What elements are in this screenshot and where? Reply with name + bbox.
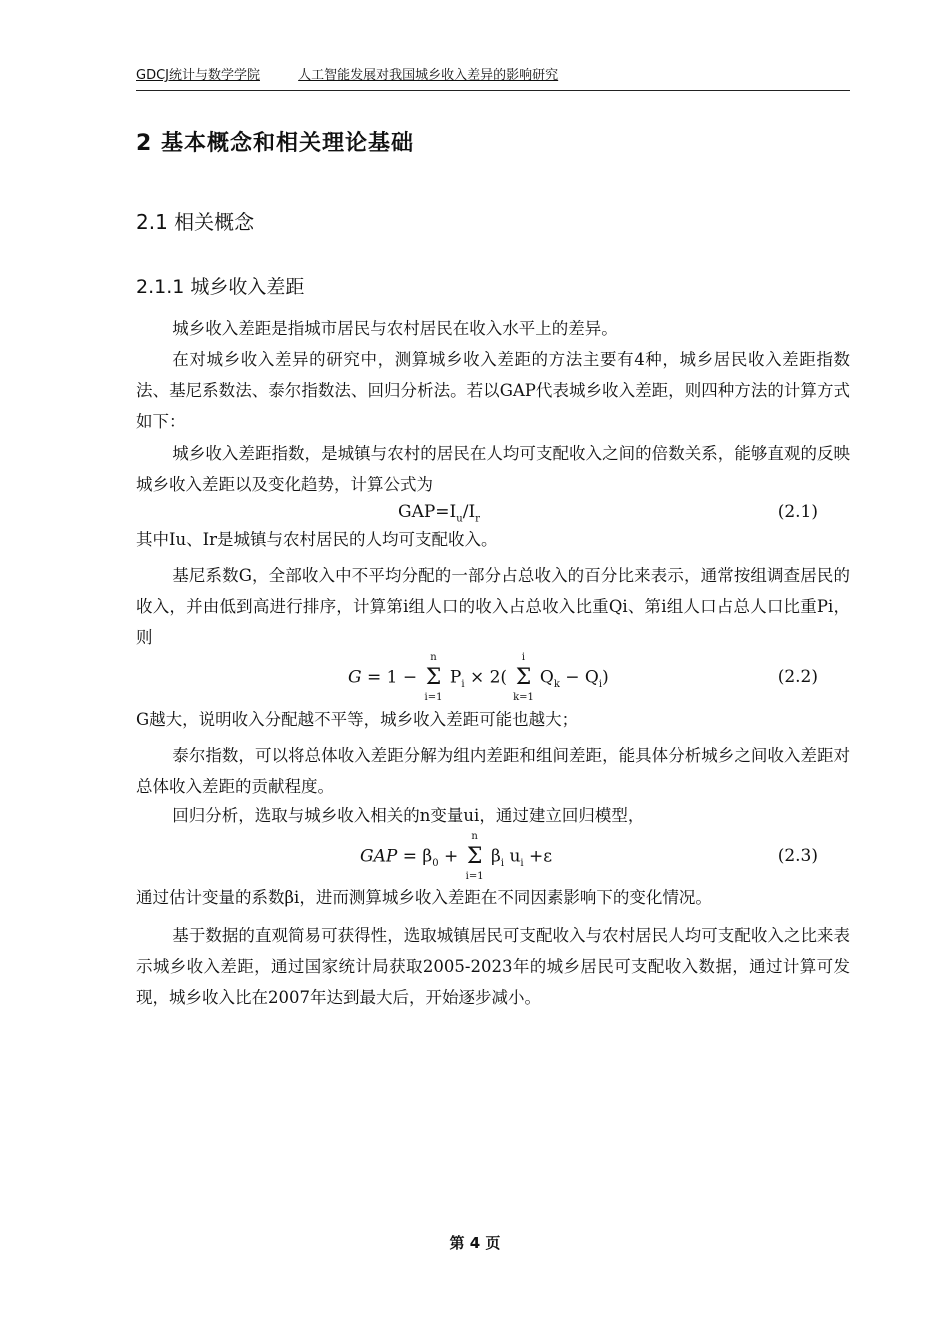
chapter-title: 2 基本概念和相关理论基础 bbox=[136, 131, 414, 156]
summation-symbol: n Σ i=1 bbox=[424, 652, 443, 703]
paragraph-1: 城乡收入差距是指城市居民与农村居民在收入水平上的差异。 bbox=[172, 319, 618, 338]
paragraph-3: 城乡收入差距指数，是城镇与农村的居民在人均可支配收入之间的倍数关系，能够直观的反映城乡收入差距以及变化趋势，计算公式为 bbox=[136, 444, 850, 494]
header-left: GDCJ统计与数学学院 bbox=[136, 68, 260, 83]
paragraph-10: 基于数据的直观简易可获得性，选取城镇居民可支配收入与农村居民人均可支配收入之比来表示城乡收入差距，通过国家统计局获取2005-2023年的城乡居民可支配收入数据，通过计算可发现，城乡收入比在2007年达到最大后，开始逐步减小。 bbox=[136, 926, 850, 1007]
formula-2-3-number: (2.3) bbox=[777, 846, 818, 866]
formula-2-3-expression: GAP = $\beta_0$ + n Σ i=1 $\beta_i$ $u_i +\varepsilon$ bbox=[360, 831, 553, 882]
header-right: 人工智能发展对我国城乡收入差异的影响研究 bbox=[298, 68, 559, 83]
paragraph-4: 其中Iu、Ir是城镇与农村居民的人均可支配收入。 bbox=[136, 530, 498, 549]
paragraph-2: 在对城乡收入差异的研究中，测算城乡收入差距的方法主要有4种，城乡居民收入差距指数法、基尼系数法、泰尔指数法、回归分析法。若以GAP代表城乡收入差距，则四种方法的计算方式如下： bbox=[136, 350, 850, 431]
summation-symbol: n Σ i=1 bbox=[465, 831, 484, 882]
formula-2-1-number: (2.1) bbox=[777, 502, 818, 522]
paragraph-9: 通过估计变量的系数βi，进而测算城乡收入差距在不同因素影响下的变化情况。 bbox=[136, 888, 712, 907]
formula-2-1-expression: $GAP=I_u/I_r$ bbox=[398, 502, 480, 525]
summation-symbol: i Σ k=1 bbox=[513, 652, 534, 703]
paragraph-7: 泰尔指数，可以将总体收入差距分解为组内差距和组间差距，能具体分析城乡之间收入差距对总体收入差距的贡献程度。 bbox=[136, 746, 850, 796]
paragraph-6: G越大，说明收入分配越不平等，城乡收入差距可能也越大； bbox=[136, 710, 579, 729]
page-number: 第 4 页 bbox=[449, 1234, 501, 1252]
formula-2-2-number: (2.2) bbox=[777, 667, 818, 687]
formula-2-2-expression: G = 1 − n Σ i=1 $P_i \times 2$( i Σ k=1 $Q_k - Q_i$) bbox=[348, 652, 609, 703]
page-header bbox=[136, 66, 850, 91]
formula-2-3 bbox=[136, 831, 850, 886]
paragraph-8: 回归分析，选取与城乡收入相关的n变量ui，通过建立回归模型， bbox=[172, 806, 645, 825]
section-title: 2.1 相关概念 bbox=[136, 210, 255, 234]
formula-2-2 bbox=[136, 652, 850, 707]
paragraph-5: 基尼系数G，全部收入中不平均分配的一部分占总收入的百分比来表示，通常按组调查居民的收入，并由低到高进行排序，计算第i组人口的收入占总收入比重Qi、第i组人口占总人口比重Pi，则 bbox=[136, 566, 850, 647]
subsection-title: 2.1.1 城乡收入差距 bbox=[136, 276, 305, 298]
